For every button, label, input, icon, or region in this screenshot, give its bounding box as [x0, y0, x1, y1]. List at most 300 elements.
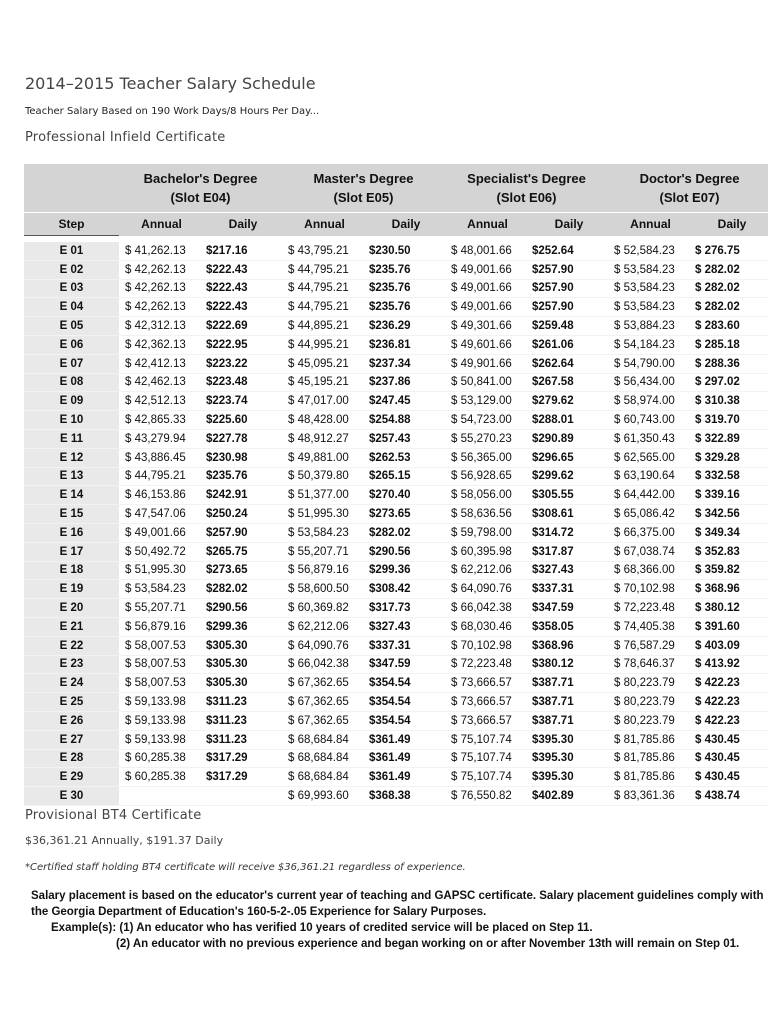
daily-rate-cell: $247.45 — [367, 392, 445, 411]
daily-rate-cell: $250.24 — [204, 505, 282, 524]
annual-salary-cell: $ 53,584.23 — [282, 523, 367, 542]
daily-rate-cell: $235.76 — [204, 467, 282, 486]
daily-rate-cell: $347.59 — [367, 655, 445, 674]
step-cell: E 15 — [24, 505, 119, 524]
step-cell: E 19 — [24, 580, 119, 599]
daily-rate-cell: $368.96 — [530, 636, 608, 655]
daily-rate-cell: $317.87 — [530, 542, 608, 561]
annual-salary-cell: $ 54,184.23 — [608, 335, 693, 354]
section-title-provisional: Provisional BT4 Certificate — [25, 808, 202, 823]
daily-rate-cell: $380.12 — [530, 655, 608, 674]
annual-salary-cell: $ 44,895.21 — [282, 317, 367, 336]
page-subtitle: Teacher Salary Based on 190 Work Days/8 Hours Per Day... — [25, 106, 320, 117]
annual-salary-cell: $ 60,369.82 — [282, 599, 367, 618]
annual-salary-cell: $ 42,262.13 — [119, 260, 204, 279]
annual-salary-cell: $ 65,086.42 — [608, 505, 693, 524]
annual-salary-cell: $ 53,884.23 — [608, 317, 693, 336]
step-cell: E 05 — [24, 317, 119, 336]
daily-rate-cell: $290.56 — [204, 599, 282, 618]
daily-rate-cell: $282.02 — [367, 523, 445, 542]
annual-salary-cell: $ 48,912.27 — [282, 429, 367, 448]
annual-salary-cell: $ 60,395.98 — [445, 542, 530, 561]
daily-column-header: Daily — [530, 213, 608, 236]
step-cell: E 21 — [24, 617, 119, 636]
annual-salary-cell: $ 49,301.66 — [445, 317, 530, 336]
daily-rate-cell: $265.15 — [367, 467, 445, 486]
annual-salary-cell: $ 50,379.80 — [282, 467, 367, 486]
annual-salary-cell: $ 70,102.98 — [608, 580, 693, 599]
table-row — [24, 730, 768, 749]
annual-column-header: Annual — [608, 213, 693, 236]
daily-rate-cell: $223.48 — [204, 373, 282, 392]
annual-salary-cell: $ 51,377.00 — [282, 486, 367, 505]
daily-rate-cell: $299.36 — [367, 561, 445, 580]
daily-rate-cell: $ 297.02 — [693, 373, 768, 392]
annual-salary-cell: $ 60,285.38 — [119, 768, 204, 787]
degree-name: Specialist's Degree — [467, 171, 586, 186]
daily-rate-cell: $317.29 — [204, 768, 282, 787]
degree-header-specialists — [445, 164, 608, 213]
daily-rate-cell: $361.49 — [367, 768, 445, 787]
step-cell: E 03 — [24, 279, 119, 298]
annual-salary-cell: $ 52,584.23 — [608, 242, 693, 260]
annual-salary-cell: $ 53,584.23 — [608, 279, 693, 298]
daily-rate-cell: $311.23 — [204, 693, 282, 712]
table-row — [24, 655, 768, 674]
table-row — [24, 335, 768, 354]
degree-header-doctors — [608, 164, 768, 213]
daily-rate-cell: $ 342.56 — [693, 505, 768, 524]
daily-rate-cell: $262.53 — [367, 448, 445, 467]
annual-salary-cell: $ 80,223.79 — [608, 674, 693, 693]
daily-rate-cell: $361.49 — [367, 730, 445, 749]
table-row — [24, 523, 768, 542]
annual-salary-cell: $ 42,412.13 — [119, 354, 204, 373]
annual-salary-cell: $ 59,133.98 — [119, 711, 204, 730]
annual-salary-cell: $ 47,017.00 — [282, 392, 367, 411]
step-cell: E 04 — [24, 298, 119, 317]
table-row — [24, 505, 768, 524]
annual-salary-cell: $ 58,636.56 — [445, 505, 530, 524]
annual-salary-cell: $ 75,107.74 — [445, 730, 530, 749]
annual-salary-cell: $ 58,007.53 — [119, 674, 204, 693]
annual-salary-cell: $ 68,684.84 — [282, 749, 367, 768]
table-row — [24, 768, 768, 787]
daily-rate-cell: $242.91 — [204, 486, 282, 505]
annual-salary-cell: $ 62,212.06 — [282, 617, 367, 636]
daily-rate-cell: $368.38 — [367, 787, 445, 806]
daily-rate-cell: $337.31 — [367, 636, 445, 655]
daily-rate-cell: $ 438.74 — [693, 787, 768, 806]
annual-salary-cell: $ 72,223.48 — [445, 655, 530, 674]
degree-header-blank — [24, 164, 119, 213]
daily-rate-cell: $257.90 — [530, 279, 608, 298]
annual-salary-cell: $ 47,547.06 — [119, 505, 204, 524]
step-cell: E 09 — [24, 392, 119, 411]
annual-salary-cell: $ 45,195.21 — [282, 373, 367, 392]
daily-rate-cell: $ 403.09 — [693, 636, 768, 655]
daily-rate-cell — [204, 787, 282, 806]
daily-rate-cell: $262.64 — [530, 354, 608, 373]
placement-guidelines — [31, 888, 764, 952]
annual-salary-cell: $ 73,666.57 — [445, 693, 530, 712]
annual-salary-cell: $ 61,350.43 — [608, 429, 693, 448]
daily-rate-cell: $ 422.23 — [693, 693, 768, 712]
table-row — [24, 674, 768, 693]
annual-salary-cell: $ 49,901.66 — [445, 354, 530, 373]
salary-table — [24, 164, 768, 806]
daily-rate-cell: $257.90 — [530, 260, 608, 279]
daily-column-header: Daily — [204, 213, 282, 236]
daily-rate-cell: $235.76 — [367, 298, 445, 317]
daily-rate-cell: $402.89 — [530, 787, 608, 806]
annual-salary-cell: $ 67,362.65 — [282, 711, 367, 730]
provisional-note: *Certified staff holding BT4 certificate will receive $36,361.21 regardless of experience. — [25, 862, 466, 873]
annual-salary-cell: $ 56,879.16 — [119, 617, 204, 636]
annual-salary-cell: $ 73,666.57 — [445, 674, 530, 693]
table-row — [24, 260, 768, 279]
salary-table-body — [24, 236, 768, 806]
annual-salary-cell: $ 68,684.84 — [282, 768, 367, 787]
daily-rate-cell: $308.42 — [367, 580, 445, 599]
annual-salary-cell: $ 72,223.48 — [608, 599, 693, 618]
daily-rate-cell: $296.65 — [530, 448, 608, 467]
step-cell: E 08 — [24, 373, 119, 392]
annual-salary-cell: $ 59,798.00 — [445, 523, 530, 542]
step-cell: E 24 — [24, 674, 119, 693]
placement-line-2: the Georgia Department of Education's 160-5-2-.05 Experience for Salary Purposes. — [31, 906, 487, 918]
degree-header-masters — [282, 164, 445, 213]
daily-rate-cell: $305.30 — [204, 655, 282, 674]
daily-rate-cell: $ 282.02 — [693, 298, 768, 317]
daily-rate-cell: $282.02 — [204, 580, 282, 599]
table-row — [24, 429, 768, 448]
page-title: 2014–2015 Teacher Salary Schedule — [25, 74, 316, 93]
step-cell: E 06 — [24, 335, 119, 354]
annual-salary-cell: $ 42,462.13 — [119, 373, 204, 392]
daily-rate-cell: $ 282.02 — [693, 260, 768, 279]
table-row — [24, 392, 768, 411]
annual-salary-cell: $ 69,993.60 — [282, 787, 367, 806]
annual-salary-cell: $ 55,270.23 — [445, 429, 530, 448]
daily-rate-cell: $290.56 — [367, 542, 445, 561]
annual-salary-cell: $ 59,133.98 — [119, 730, 204, 749]
daily-rate-cell: $223.74 — [204, 392, 282, 411]
annual-salary-cell: $ 50,492.72 — [119, 542, 204, 561]
annual-salary-cell: $ 58,600.50 — [282, 580, 367, 599]
step-cell: E 02 — [24, 260, 119, 279]
annual-salary-cell: $ 58,056.00 — [445, 486, 530, 505]
placement-example-2: (2) An educator with no previous experience and began working on or after November 13th will remain on Step 01. — [116, 938, 740, 950]
daily-rate-cell: $265.75 — [204, 542, 282, 561]
annual-salary-cell: $ 68,684.84 — [282, 730, 367, 749]
daily-rate-cell: $290.89 — [530, 429, 608, 448]
annual-salary-cell: $ 49,601.66 — [445, 335, 530, 354]
daily-rate-cell: $327.43 — [530, 561, 608, 580]
degree-header-bachelors — [119, 164, 282, 213]
annual-salary-cell: $ 76,550.82 — [445, 787, 530, 806]
table-row — [24, 711, 768, 730]
daily-rate-cell: $222.43 — [204, 260, 282, 279]
annual-salary-cell: $ 49,881.00 — [282, 448, 367, 467]
annual-salary-cell: $ 68,366.00 — [608, 561, 693, 580]
daily-rate-cell: $279.62 — [530, 392, 608, 411]
daily-rate-cell: $257.43 — [367, 429, 445, 448]
daily-rate-cell: $ 422.23 — [693, 711, 768, 730]
annual-column-header: Annual — [282, 213, 367, 236]
annual-salary-cell: $ 66,375.00 — [608, 523, 693, 542]
annual-salary-cell: $ 49,001.66 — [445, 279, 530, 298]
annual-salary-cell: $ 68,030.46 — [445, 617, 530, 636]
annual-salary-cell: $ 43,886.45 — [119, 448, 204, 467]
annual-salary-cell: $ 56,434.00 — [608, 373, 693, 392]
daily-rate-cell: $ 349.34 — [693, 523, 768, 542]
daily-rate-cell: $311.23 — [204, 711, 282, 730]
annual-salary-cell: $ 64,090.76 — [282, 636, 367, 655]
annual-salary-cell: $ 59,133.98 — [119, 693, 204, 712]
annual-salary-cell: $ 49,001.66 — [445, 298, 530, 317]
placement-line-1: Salary placement is based on the educator's current year of teaching and GAPSC certificate. Salary placement guidelines comply with — [31, 890, 764, 902]
annual-salary-cell: $ 76,587.29 — [608, 636, 693, 655]
step-cell: E 29 — [24, 768, 119, 787]
daily-rate-cell: $ 319.70 — [693, 411, 768, 430]
daily-rate-cell: $288.01 — [530, 411, 608, 430]
annual-salary-cell: $ 49,001.66 — [119, 523, 204, 542]
annual-salary-cell: $ 45,095.21 — [282, 354, 367, 373]
daily-rate-cell: $337.31 — [530, 580, 608, 599]
daily-rate-cell: $ 283.60 — [693, 317, 768, 336]
daily-rate-cell: $237.86 — [367, 373, 445, 392]
step-cell: E 13 — [24, 467, 119, 486]
annual-salary-cell: $ 49,001.66 — [445, 260, 530, 279]
daily-rate-cell: $252.64 — [530, 242, 608, 260]
daily-rate-cell: $387.71 — [530, 674, 608, 693]
daily-rate-cell: $223.22 — [204, 354, 282, 373]
annual-salary-cell: $ 43,795.21 — [282, 242, 367, 260]
annual-salary-cell: $ 63,190.64 — [608, 467, 693, 486]
daily-rate-cell: $314.72 — [530, 523, 608, 542]
annual-salary-cell: $ 56,365.00 — [445, 448, 530, 467]
daily-rate-cell: $395.30 — [530, 768, 608, 787]
annual-salary-cell: $ 78,646.37 — [608, 655, 693, 674]
table-row — [24, 317, 768, 336]
annual-salary-cell: $ 81,785.86 — [608, 749, 693, 768]
step-cell: E 14 — [24, 486, 119, 505]
daily-rate-cell: $ 380.12 — [693, 599, 768, 618]
annual-salary-cell: $ 81,785.86 — [608, 730, 693, 749]
table-row — [24, 599, 768, 618]
annual-column-header: Annual — [119, 213, 204, 236]
placement-example-1: Example(s): (1) An educator who has verified 10 years of credited service will be placed on Step 11. — [51, 922, 593, 934]
annual-salary-cell: $ 67,038.74 — [608, 542, 693, 561]
step-cell: E 01 — [24, 242, 119, 260]
daily-rate-cell: $361.49 — [367, 749, 445, 768]
daily-rate-cell: $261.06 — [530, 335, 608, 354]
annual-salary-cell: $ 55,207.71 — [282, 542, 367, 561]
annual-salary-cell: $ 67,362.65 — [282, 693, 367, 712]
daily-rate-cell: $299.62 — [530, 467, 608, 486]
table-row — [24, 542, 768, 561]
annual-salary-cell: $ 56,879.16 — [282, 561, 367, 580]
daily-rate-cell: $ 339.16 — [693, 486, 768, 505]
annual-salary-cell: $ 44,795.21 — [282, 279, 367, 298]
annual-salary-cell: $ 44,795.21 — [282, 298, 367, 317]
daily-rate-cell: $235.76 — [367, 260, 445, 279]
annual-salary-cell: $ 41,262.13 — [119, 242, 204, 260]
step-cell: E 20 — [24, 599, 119, 618]
annual-salary-cell: $ 42,512.13 — [119, 392, 204, 411]
daily-rate-cell: $ 285.18 — [693, 335, 768, 354]
annual-salary-cell: $ 80,223.79 — [608, 693, 693, 712]
annual-salary-cell: $ 42,312.13 — [119, 317, 204, 336]
step-cell: E 23 — [24, 655, 119, 674]
daily-rate-cell: $354.54 — [367, 693, 445, 712]
daily-rate-cell: $ 430.45 — [693, 730, 768, 749]
daily-rate-cell: $225.60 — [204, 411, 282, 430]
table-row — [24, 486, 768, 505]
step-cell: E 10 — [24, 411, 119, 430]
annual-salary-cell: $ 42,262.13 — [119, 279, 204, 298]
annual-salary-cell: $ 44,795.21 — [119, 467, 204, 486]
daily-rate-cell: $387.71 — [530, 711, 608, 730]
annual-salary-cell: $ 53,584.23 — [119, 580, 204, 599]
step-cell: E 11 — [24, 429, 119, 448]
annual-salary-cell: $ 74,405.38 — [608, 617, 693, 636]
daily-rate-cell: $354.54 — [367, 674, 445, 693]
table-row — [24, 298, 768, 317]
daily-rate-cell: $ 322.89 — [693, 429, 768, 448]
daily-rate-cell: $308.61 — [530, 505, 608, 524]
annual-salary-cell: $ 53,584.23 — [608, 260, 693, 279]
annual-salary-cell: $ 66,042.38 — [445, 599, 530, 618]
daily-rate-cell: $ 282.02 — [693, 279, 768, 298]
annual-salary-cell: $ 83,361.36 — [608, 787, 693, 806]
annual-salary-cell: $ 56,928.65 — [445, 467, 530, 486]
table-row — [24, 411, 768, 430]
table-row — [24, 242, 768, 260]
column-header-row — [24, 213, 768, 236]
table-row — [24, 561, 768, 580]
annual-salary-cell: $ 62,212.06 — [445, 561, 530, 580]
annual-salary-cell: $ 51,995.30 — [119, 561, 204, 580]
annual-salary-cell: $ 60,743.00 — [608, 411, 693, 430]
daily-rate-cell: $305.55 — [530, 486, 608, 505]
annual-salary-cell: $ 64,442.00 — [608, 486, 693, 505]
daily-rate-cell: $257.90 — [530, 298, 608, 317]
daily-rate-cell: $257.90 — [204, 523, 282, 542]
table-row — [24, 617, 768, 636]
daily-rate-cell: $305.30 — [204, 674, 282, 693]
daily-rate-cell: $ 276.75 — [693, 242, 768, 260]
daily-rate-cell: $ 368.96 — [693, 580, 768, 599]
daily-rate-cell: $ 359.82 — [693, 561, 768, 580]
annual-salary-cell: $ 67,362.65 — [282, 674, 367, 693]
annual-salary-cell: $ 64,090.76 — [445, 580, 530, 599]
daily-rate-cell: $222.43 — [204, 279, 282, 298]
table-row — [24, 354, 768, 373]
daily-rate-cell: $254.88 — [367, 411, 445, 430]
salary-table-container — [24, 164, 747, 806]
daily-rate-cell: $299.36 — [204, 617, 282, 636]
table-row — [24, 448, 768, 467]
daily-rate-cell: $ 413.92 — [693, 655, 768, 674]
daily-rate-cell: $305.30 — [204, 636, 282, 655]
daily-rate-cell: $ 352.83 — [693, 542, 768, 561]
annual-salary-cell: $ 51,995.30 — [282, 505, 367, 524]
annual-salary-cell: $ 58,007.53 — [119, 636, 204, 655]
degree-name: Bachelor's Degree — [143, 171, 258, 186]
annual-salary-cell: $ 46,153.86 — [119, 486, 204, 505]
step-cell: E 25 — [24, 693, 119, 712]
annual-salary-cell: $ 80,223.79 — [608, 711, 693, 730]
annual-salary-cell: $ 60,285.38 — [119, 749, 204, 768]
daily-rate-cell: $ 288.36 — [693, 354, 768, 373]
daily-rate-cell: $222.69 — [204, 317, 282, 336]
annual-salary-cell: $ 50,841.00 — [445, 373, 530, 392]
daily-rate-cell: $236.29 — [367, 317, 445, 336]
table-row — [24, 787, 768, 806]
annual-salary-cell: $ 75,107.74 — [445, 749, 530, 768]
daily-rate-cell: $ 332.58 — [693, 467, 768, 486]
table-row — [24, 373, 768, 392]
annual-salary-cell: $ 70,102.98 — [445, 636, 530, 655]
daily-rate-cell: $236.81 — [367, 335, 445, 354]
daily-rate-cell: $354.54 — [367, 711, 445, 730]
table-row — [24, 580, 768, 599]
annual-salary-cell: $ 66,042.38 — [282, 655, 367, 674]
degree-slot: (Slot E07) — [659, 190, 720, 205]
annual-salary-cell: $ 42,262.13 — [119, 298, 204, 317]
step-cell: E 12 — [24, 448, 119, 467]
daily-rate-cell: $ 310.38 — [693, 392, 768, 411]
daily-rate-cell: $317.73 — [367, 599, 445, 618]
annual-salary-cell: $ 43,279.94 — [119, 429, 204, 448]
annual-salary-cell — [119, 787, 204, 806]
annual-salary-cell: $ 75,107.74 — [445, 768, 530, 787]
step-cell: E 30 — [24, 787, 119, 806]
daily-rate-cell: $267.58 — [530, 373, 608, 392]
provisional-rate: $36,361.21 Annually, $191.37 Daily — [25, 834, 224, 847]
daily-rate-cell: $395.30 — [530, 749, 608, 768]
daily-rate-cell: $311.23 — [204, 730, 282, 749]
degree-slot: (Slot E06) — [496, 190, 557, 205]
daily-rate-cell: $358.05 — [530, 617, 608, 636]
section-title-professional: Professional Infield Certificate — [25, 130, 226, 145]
daily-rate-cell: $235.76 — [367, 279, 445, 298]
annual-salary-cell: $ 42,362.13 — [119, 335, 204, 354]
annual-salary-cell: $ 58,007.53 — [119, 655, 204, 674]
daily-rate-cell: $217.16 — [204, 242, 282, 260]
daily-rate-cell: $ 430.45 — [693, 749, 768, 768]
degree-slot: (Slot E05) — [333, 190, 394, 205]
step-cell: E 17 — [24, 542, 119, 561]
step-cell: E 18 — [24, 561, 119, 580]
daily-rate-cell: $273.65 — [367, 505, 445, 524]
table-row — [24, 467, 768, 486]
daily-rate-cell: $227.78 — [204, 429, 282, 448]
daily-rate-cell: $222.43 — [204, 298, 282, 317]
daily-rate-cell: $ 391.60 — [693, 617, 768, 636]
table-row — [24, 693, 768, 712]
daily-rate-cell: $259.48 — [530, 317, 608, 336]
table-row — [24, 279, 768, 298]
degree-name: Master's Degree — [313, 171, 414, 186]
annual-salary-cell: $ 55,207.71 — [119, 599, 204, 618]
daily-rate-cell: $317.29 — [204, 749, 282, 768]
degree-header-row — [24, 164, 768, 213]
daily-rate-cell: $230.98 — [204, 448, 282, 467]
daily-rate-cell: $273.65 — [204, 561, 282, 580]
